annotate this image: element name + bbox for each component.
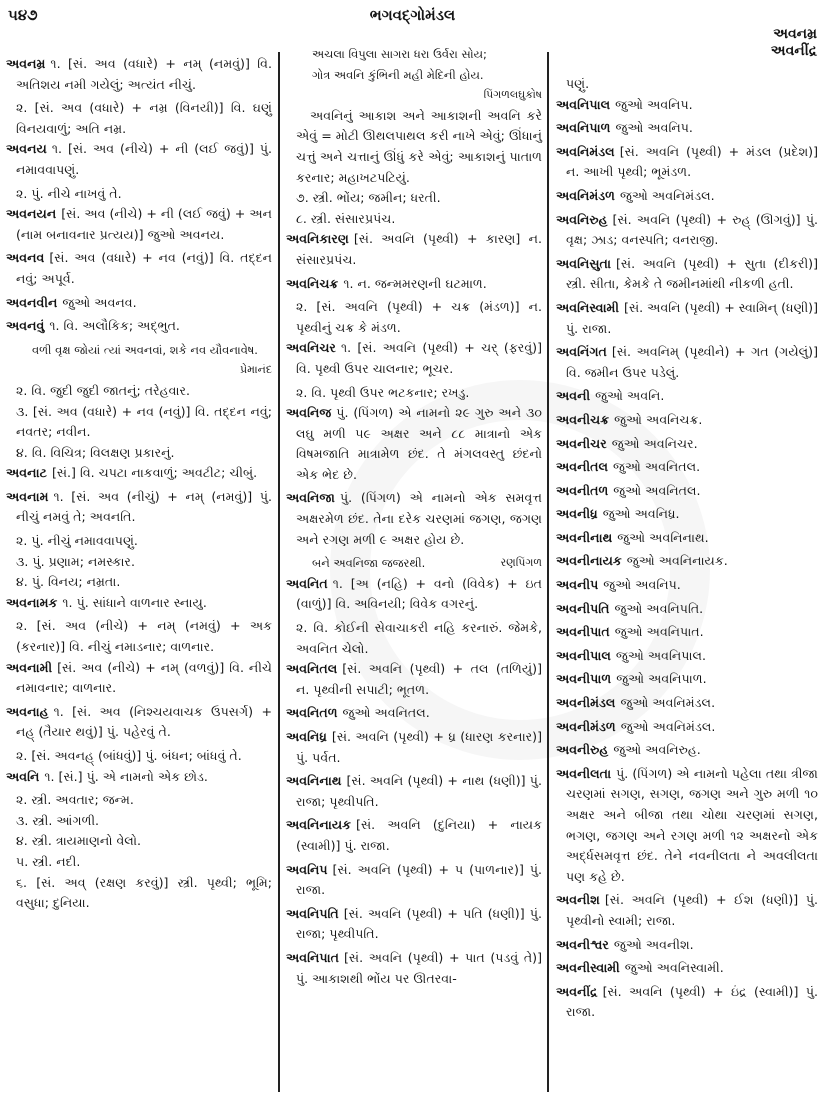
entry-definition: [સં. અવ (નીચે) + ની (લઈ જવું) + અન (નામ બનાવનાર પ્રત્યય)] જુઓ અવનય. <box>16 206 272 242</box>
dictionary-entry <box>556 740 818 761</box>
entry-headword: અવનિતલ <box>286 661 338 677</box>
entry-definition: જુઓ અવનિપ. <box>615 96 693 112</box>
entry-definition: જુઓ અવનિતલ. <box>342 705 430 721</box>
entry-headword: અવનિજા <box>286 490 335 506</box>
entry-definition: [સં. અવનિમ્ (પૃથ્વીને) + ગત (ગયેલું)] વિ. જમીન ઉપર પડેલું. <box>566 344 818 380</box>
dictionary-entry <box>556 982 818 1023</box>
column-2 <box>286 44 542 992</box>
entry-headword: અવનીપાલ <box>556 647 611 663</box>
entry-headword: અવનાહ <box>6 703 49 719</box>
entry-headword: અવનિપાલ <box>556 96 611 112</box>
entry-definition: [સં. અવનિ (પૃથ્વી) + સ્વામિન્ (ધણી)] પું. રાજા. <box>566 299 818 336</box>
entry-definition: પું. (પિંગળ) એ નામનો પહેલા તથા ત્રીજા ચરણમાં સગણ, સગણ, જગણ અને ગુરુ મળી ૧૦ અક્ષર અને બીજા તથા ચોથા ચરણમાં સગણ, ભગણ, જગણ અને રગણ મળી ૧૨ અક્ષરનો એક અર્દ્ધસમવૃત્ત છંદ. તેને નવનીલતા ને અવલીલતા પણ કહે છે. <box>566 765 818 884</box>
entry-headword: અવનિચક્ર <box>286 275 339 291</box>
entry-headword: અવનિ <box>6 768 40 784</box>
entry-definition: ૧. વિ. અલૌકિક; અદ્ભુત. <box>49 318 180 334</box>
entry-definition: જુઓ અવનીશ. <box>613 936 694 952</box>
entry-sense: ૩. પું. પ્રણામ; નમસ્કાર. <box>16 553 135 569</box>
dictionary-entry <box>6 139 272 180</box>
dictionary-entry <box>286 904 542 945</box>
entry-definition: જુઓ અવનિચર. <box>611 435 698 451</box>
entry-headword: અવનામ <box>6 488 49 504</box>
entry-headword: અવનિતળ <box>286 705 338 721</box>
dictionary-entry <box>556 457 818 478</box>
dictionary-entry <box>556 504 818 525</box>
dictionary-entry <box>6 767 272 788</box>
dictionary-entry <box>556 481 818 502</box>
entry-definition: જુઓ અવનિપતિ. <box>614 600 704 616</box>
guide-word-last: અવનીંદ્ર <box>770 43 817 59</box>
dictionary-entry <box>556 575 818 596</box>
entry-sense: ૪. પું. વિનય; નમ્રતા. <box>16 574 121 590</box>
entry-headword: અવનીશ <box>556 892 600 908</box>
entry-headword: અવનાટ <box>6 465 47 481</box>
entry-definition: [સં. અવનિ (પૃથ્વી) + ઇંદ્ર (સ્વામી)] પું. રાજા. <box>566 983 818 1020</box>
dictionary-entry <box>556 622 818 643</box>
entry-headword: અવનમ્ર <box>6 56 46 71</box>
entry-definition: જુઓ અવનિરુહ. <box>613 742 701 758</box>
entry-definition: જુઓ અવનિમંડલ. <box>620 187 715 203</box>
dictionary-entry <box>6 316 272 337</box>
entry-headword: અવનિમંડલ <box>556 143 615 159</box>
dictionary-entry <box>556 254 818 295</box>
entry-headword: અવનીલતા <box>556 765 612 781</box>
entry-headword: અવનિપાત <box>286 949 339 965</box>
dictionary-entry <box>556 186 818 207</box>
entry-sense: ૮. સ્ત્રી. સંસારપ્રપંચ. <box>296 210 396 226</box>
entry-headword: અવનીપાત <box>556 624 610 640</box>
entry-definition: જુઓ અવનિ. <box>595 388 665 404</box>
entry-sense: ૨. વિ. કોઈની સેવાચાકરી નહિ કરનારું. જેમકે, અવનિત ચેલો. <box>296 620 542 656</box>
entry-headword: અવનીનાયક <box>556 553 622 569</box>
quotation-source: પ્રેમાનંદ <box>240 363 272 377</box>
dictionary-entry <box>556 717 818 738</box>
column-1 <box>6 54 272 914</box>
entry-sense: ૨. સ્ત્રી. અવતાર; જન્મ. <box>16 792 134 808</box>
entry-sense: ૨. વિ. જુદી જુદી જાતનું; તરેહવાર. <box>16 382 191 398</box>
dictionary-entry <box>286 659 542 700</box>
entry-sense: ૨. પું. નીચું નમાવવાપણું. <box>16 533 138 549</box>
dictionary-entry <box>6 487 272 528</box>
entry-definition: ૧. ન. જન્મમરણની ઘટમાળ. <box>343 275 487 291</box>
quotation <box>286 553 542 574</box>
entry-headword: અવનિજ <box>286 405 332 421</box>
dictionary-entry <box>286 338 542 379</box>
dictionary-entry <box>556 142 818 183</box>
entry-headword: અવનીતલ <box>556 459 608 475</box>
entry-sense: ૬. [સં. અવ્ (રક્ષણ કરવું)] સ્ત્રી. પૃથ્વી; ભૂમિ; વસુધા; દુનિયા. <box>16 874 272 911</box>
column-divider <box>278 52 280 1092</box>
entry-sense: ૨. વિ. પૃથ્વી ઉપર ભટકનાર; રખડુ. <box>296 384 470 400</box>
dictionary-entry <box>6 248 272 289</box>
entry-definition: જુઓ અવનિપ. <box>603 577 681 593</box>
entry-definition: [સં. અવનિ (પૃથ્વી) + પાત (પડવું તે)] પું. આકાશથી ભોંય પર ઊતરવા- <box>296 949 542 986</box>
entry-headword: અવનામી <box>6 659 53 675</box>
quotation-text: બને અવનિજા જજરથી. <box>312 556 426 571</box>
entry-definition: ૧. [સં. અવનિ (પૃથ્વી) + ચર્ (ફરવું)] વિ. પૃથ્વી ઉપર ચાલનાર; ભૂચર. <box>296 340 542 376</box>
dictionary-entry <box>286 815 542 856</box>
dictionary-entry <box>286 229 542 270</box>
guide-word-first: અવનમ્ર <box>773 26 817 42</box>
entry-headword: અવનિપતિ <box>286 905 339 921</box>
running-title: ભગવદ્ગોમંડલ <box>369 6 456 24</box>
entry-definition: [સં. અવ (નીચે) + નમ્ (વળવું)] વિ. નીચે નમાવનાર; વાળનાર. <box>16 659 272 696</box>
dictionary-entry <box>556 551 818 572</box>
entry-definition: [સં. અવનિ (પૃથ્વી) + કારણ] ન. સંસારપ્રપંચ. <box>296 231 542 267</box>
entry-definition: ૧. [અ (નહિ) + વનો (વિવેક) + ઇત (વાળું)] વિ. અવિનયી; વિવેક વગરનું. <box>296 575 542 612</box>
dictionary-entry <box>6 54 272 95</box>
entry-headword: અવનીમંડલ <box>556 695 616 711</box>
entry-headword: અવનામક <box>6 594 58 610</box>
dictionary-entry <box>286 727 542 768</box>
column-divider <box>547 52 549 1092</box>
entry-headword: અવનીપ <box>556 577 599 593</box>
entry-definition: [સં. અવનિ (પૃથ્વી) + પ (પાળનાર)] પું. રાજા. <box>296 861 542 898</box>
entry-headword: અવનિનાયક <box>286 817 352 833</box>
dictionary-entry <box>556 342 818 383</box>
entry-headword: અવનીસ્વામી <box>556 960 620 976</box>
entry-definition: જુઓ અવનિનાયક. <box>626 553 728 569</box>
column-3 <box>556 74 818 1026</box>
dictionary-entry <box>556 386 818 407</box>
dictionary-entry <box>6 658 272 699</box>
entry-definition: જુઓ અવનવ. <box>62 294 137 310</box>
entry-sense: ૭. સ્ત્રી. ભોંય; જમીન; ધરતી. <box>296 190 441 206</box>
dictionary-entry <box>6 293 272 314</box>
dictionary-entry <box>556 935 818 956</box>
entry-headword: અવનિપાળ <box>556 120 611 136</box>
entry-definition: [સં. અવનિ (પૃથ્વી) + સુતા (દીકરી)] સ્ત્રી. સીતા, કેમકે તે જમીનમાંથી નીકળી હતી. <box>566 255 818 292</box>
dictionary-entry <box>556 764 818 888</box>
dictionary-entry <box>286 703 542 724</box>
entry-definition: [સં. અવ (વધારે) + નવ (નવું)] વિ. તદ્દન નવું; અપૂર્વ. <box>16 250 272 286</box>
entry-headword: અવનીનાથ <box>556 529 613 545</box>
dictionary-entry <box>556 95 818 116</box>
entry-sense: ૪. વિ. વિચિત્ર; વિલક્ષણ પ્રકારનું. <box>16 444 175 460</box>
entry-definition: જુઓ અવનિપાળ. <box>616 671 707 687</box>
entry-sense: ૩. સ્ત્રી. આંગળી. <box>16 812 100 828</box>
entry-headword: અવનીંદ્ર <box>556 983 598 999</box>
entry-definition: જુઓ અવનિપાત. <box>614 624 704 640</box>
entry-definition: [સં. અવનિ (પૃથ્વી) + નાથ (ધણી)] પું. રાજા; પૃથ્વીપતિ. <box>296 773 542 809</box>
dictionary-entry <box>556 528 818 549</box>
entry-headword: અવનિપ <box>286 861 328 877</box>
entry-definition: જુઓ અવનિસ્વામી. <box>624 960 724 976</box>
entry-headword: અવનીરુહ <box>556 742 609 758</box>
entry-definition: [સં. અવનિ (દુનિયા) + નાયક (સ્વામી)] પું. રાજા. <box>296 817 542 853</box>
quotation-source: પિંગળલઘુકોષ <box>483 88 542 102</box>
dictionary-entry <box>556 646 818 667</box>
page-number: ૫૪૭ <box>8 6 38 24</box>
entry-headword: અવનિનાથ <box>286 773 342 789</box>
entry-definition: [સં. અવનિ (પૃથ્વી) + ધ્ર (ધારણ કરનાર)] પું. પર્વત. <box>296 729 542 765</box>
entry-headword: અવનીપતિ <box>556 600 610 616</box>
dictionary-entry <box>556 599 818 620</box>
entry-headword: અવનીચર <box>556 435 607 451</box>
entry-headword: અવનીશ્વર <box>556 936 609 952</box>
dictionary-entry <box>556 958 818 979</box>
entry-headword: અવનિચર <box>286 340 336 356</box>
entry-definition: [સં. અવનિ (પૃથ્વી) + મંડલ (પ્રદેશ)] ન. આખી પૃથ્વી; ભૂમંડળ. <box>566 143 818 180</box>
quotation-source: રણપિંગળ <box>500 556 542 570</box>
entry-headword: અવનિસુતા <box>556 255 611 271</box>
entry-definition: પું. (પિંગળ) એ નામનો એક સમવૃત્ત અક્ષરમેળ છંદ. તેના દરેક ચરણમાં જગણ, જગણ અને રગણ મળી ૯ અક્ષર હોય છે. <box>296 490 542 547</box>
entry-definition: જુઓ અવનિપ. <box>615 120 693 136</box>
entry-headword: અવનય <box>6 141 47 157</box>
entry-sense: ૨. [સં. અવનિ (પૃથ્વી) + ચક્ર (મંડળ)] ન. પૃથ્વીનું ચક્ર કે મંડળ. <box>296 299 542 335</box>
entry-definition: ૧. [સં. અવ (નીચે) + ની (લઈ જવું)] પું. નમાવવાપણું. <box>16 141 272 177</box>
dictionary-entry <box>556 890 818 931</box>
dictionary-entry <box>6 463 272 484</box>
entry-headword: અવનિરુહ <box>556 211 608 227</box>
entry-headword: અવનવીન <box>6 294 58 310</box>
entry-sense: ૫. સ્ત્રી. નદી. <box>16 853 81 869</box>
quotation-line: ગોત્ર અવનિ કુંભિની મહી મેદિની હોય. <box>312 67 484 82</box>
entry-headword: અવનિસ્વામી <box>556 299 620 315</box>
entry-definition: ૧. [સં. અવ (નિશ્ચયવાચક ઉપસર્ગ) + નહ્ (તૈયાર થવું)] પું. પહેરવું તે. <box>16 703 272 740</box>
entry-definition: [સં. અવનિ (પૃથ્વી) + ઈશ (ધણી)] પું. પૃથ્વીનો સ્વામી; રાજા. <box>566 892 818 928</box>
entry-headword: અવનિકારણ <box>286 231 349 247</box>
entry-definition: ૧. પું. સાંધાને વાળનાર સ્નાયુ. <box>62 594 207 610</box>
entry-definition: જુઓ અવનિતલ. <box>613 459 701 475</box>
entry-headword: અવનિંગત <box>556 344 607 360</box>
entry-headword: અવનીતળ <box>556 482 609 498</box>
entry-definition: ૧. [સં. અવ (વધારે) + નમ્ (નમવું)] વિ. અતિશય નમી ગયેલું; અત્યંત નીચું. <box>16 56 272 92</box>
quotation-line: વળી વૃક્ષ જોયાં ત્યાં અવનવાં, શકે નવ યૌવનાવેષ. <box>32 342 258 357</box>
quotation-line: અચલા વિપુલા સાગરા ધરા ઉર્વરા સોય; <box>312 47 487 61</box>
entry-sense: ૩. [સં. અવ (વધારે) + નવ (નવું)] વિ. તદ્દન નવું; નવતર; નવીન. <box>16 403 272 440</box>
dictionary-entry <box>286 274 542 295</box>
continued-text: પણું. <box>566 76 590 91</box>
entry-definition: જુઓ અવનિનાથ. <box>617 529 709 545</box>
dictionary-entry <box>6 702 272 743</box>
entry-headword: અવનયન <box>6 206 57 222</box>
entry-definition: પું. (પિંગળ) એ નામનો ૨૯ ગુરુ અને ૩૦ લઘુ મળી ૫૯ અક્ષર અને ૮૮ માત્રાનો એક વિષમજાતિ માત્રામેળ છંદ. તે મંગલવસ્તુ છંદનો એક ભેદ છે. <box>296 405 542 482</box>
dictionary-entry <box>286 860 542 901</box>
dictionary-entry <box>556 434 818 455</box>
dictionary-entry <box>556 210 818 251</box>
dictionary-entry <box>6 593 272 614</box>
entry-headword: અવનીચક્ર <box>556 411 610 427</box>
entry-headword: અવની <box>556 388 591 404</box>
dictionary-entry <box>286 403 542 485</box>
entry-sense: ૨. પું. નીચે નાખવું તે. <box>16 185 122 201</box>
entry-sense: ૨. [સં. અવનહ્ (બાંધવું)] પું. બંધન; બાંધવું તે. <box>16 748 242 763</box>
entry-definition: જુઓ અવનિપાલ. <box>615 647 706 663</box>
dictionary-entry <box>556 410 818 431</box>
dictionary-entry <box>286 771 542 812</box>
dictionary-entry <box>286 574 542 615</box>
entry-definition: [સં. અવનિ (પૃથ્વી) + રુહ્ (ઊગવું)] પું. વૃક્ષ; ઝાડ; વનસ્પતિ; વનરાજી. <box>566 211 818 248</box>
entry-definition: [સં. અવનિ (પૃથ્વી) + પતિ (ધણી)] પું. રાજા; પૃથ્વીપતિ. <box>296 905 542 942</box>
entry-definition: જુઓ અવનિમંડલ. <box>620 695 716 711</box>
entry-headword: અવનીધ્ર <box>556 506 598 522</box>
guide-words <box>771 26 817 60</box>
entry-headword: અવનવ <box>6 250 45 266</box>
entry-definition: જુઓ અવનિમંડલ. <box>620 718 716 734</box>
dictionary-entry <box>556 118 818 139</box>
entry-definition: જુઓ અવનિધ્ર. <box>602 506 680 522</box>
entry-headword: અવનવું <box>6 318 45 334</box>
entry-definition: જુઓ અવનિચક્ર. <box>614 411 703 427</box>
entry-headword: અવનિધ્ર <box>286 729 327 744</box>
entry-headword: અવનીમંડળ <box>556 718 616 734</box>
entry-definition: [સં. અવનિ (પૃથ્વી) + તલ (તળિયું)] ન. પૃથ્વીની સપાટી; ભૂતળ. <box>296 661 542 697</box>
entry-headword: અવનિત <box>286 575 328 591</box>
entry-sense: ૪. સ્ત્રી. ત્રાયમાણનો વેલો. <box>16 833 141 849</box>
entry-definition: [સં.] વિ. ચપટા નાકવાળું; અવટીટ; ચીબું. <box>51 465 258 481</box>
dictionary-entry <box>286 488 542 550</box>
dictionary-entry <box>556 298 818 339</box>
entry-definition: ૧. [સં. અવ (નીચું) + નમ્ (નમવું)] પું. નીચું નમવું તે; અવનતિ. <box>16 488 272 525</box>
dictionary-entry <box>556 693 818 714</box>
dictionary-entry <box>6 204 272 245</box>
entry-sense: ૨. [સં. અવ (વધારે) + નમ્ર (વિનયી)] વિ. ઘણું વિનયવાળું; અતિ નમ્ર. <box>16 100 272 136</box>
entry-headword: અવનિમંડળ <box>556 187 615 203</box>
entry-definition: જુઓ અવનિતલ. <box>613 482 701 498</box>
dictionary-entry <box>556 669 818 690</box>
entry-sense: ૨. [સં. અવ (નીચે) + નમ્ (નમવું) + અક (કરનાર)] વિ. નીચું નમાડનાર; વાળનાર. <box>16 618 272 655</box>
idiom-paragraph: અવનિનું આકાશ અને આકાશની અવનિ કરે એવું = મોટી ઊથલપાથલ કરી નાખે એવું; ઊંધાનું ચત્તું અને ચત્તાનું ઊંધું કરે એવું; આકાશનું પાતાળ કરનાર; મહાખટપટિયું. <box>296 107 542 185</box>
dictionary-entry <box>286 948 542 989</box>
entry-definition: ૧. [સં.] પું. એ નામનો એક છોડ. <box>44 768 208 784</box>
entry-headword: અવનીપાળ <box>556 671 612 687</box>
